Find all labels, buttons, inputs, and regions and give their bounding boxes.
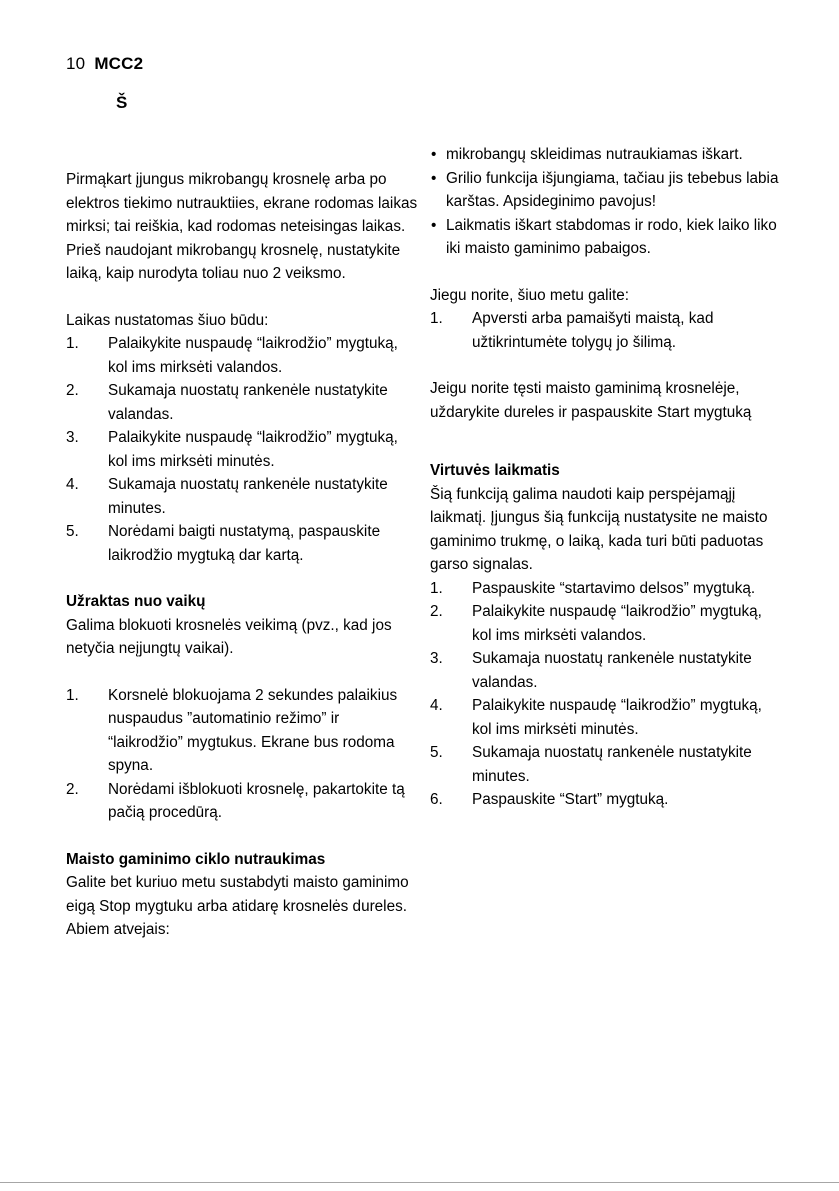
list-item: • Laikmatis iškart stabdomas ir rodo, kiek laiko liko iki maisto gaminimo pabaigos. bbox=[430, 214, 780, 261]
interrupt-paragraph: Galite bet kuriuo metu sustabdyti maisto gaminimo eigą Stop mygtuku arba atidarę krosnelės dureles. bbox=[66, 874, 409, 915]
list-number: 4. bbox=[430, 697, 443, 714]
document-title: MCC2 bbox=[94, 54, 144, 73]
list-number: 3. bbox=[430, 650, 443, 667]
list-item: • Grilio funkcija išjungiama, tačiau jis tebebus labia karštas. Apsideginimo pavojus! bbox=[430, 167, 780, 214]
list-number: 1. bbox=[66, 686, 79, 704]
interrupt-lead: Abiem atvejais: bbox=[66, 921, 170, 938]
kitchen-timer-steps bbox=[430, 577, 780, 812]
list-text: Palaikykite nuspaudę “laikrodžio” mygtuką, kol ims mirksėti valandos. bbox=[108, 335, 398, 376]
may-now-lead: Jiegu norite, šiuo metu galite: bbox=[430, 286, 629, 304]
intro-paragraph: Pirmąkart įjungus mikrobangų krosnelę arba po elektros tiekimo nutrauktiies, ekrane rodomas laikas mirksi; tai reiškia, kad rodomas neteisingas laikas. Prieš naudojant mikrobangų krosnelę, nustatykite laiką, kaip nurodyta toliau nuo 2 veiksmo. bbox=[66, 171, 418, 282]
list-number: 5. bbox=[66, 523, 79, 540]
clock-setting-lead: Laikas nustatomas šiuo būdu: bbox=[66, 311, 269, 329]
list-item bbox=[66, 332, 418, 379]
page-header bbox=[66, 54, 143, 74]
list-item bbox=[430, 600, 780, 647]
page-footer-rule bbox=[0, 1182, 839, 1183]
may-now-steps bbox=[430, 307, 780, 354]
list-item: • mikrobangų skleidimas nutraukiamas iškart. bbox=[430, 143, 780, 167]
clock-setting-steps bbox=[66, 332, 418, 567]
list-text: Sukamaja nuostatų rankenėle nustatykite minutes. bbox=[108, 476, 388, 517]
interrupt-effects-list bbox=[430, 143, 780, 261]
list-text: Sukamaja nuostatų rankenėle nustatykite valandas. bbox=[108, 382, 388, 423]
list-item bbox=[66, 520, 418, 567]
list-text: Norėdami baigti nustatymą, paspauskite laikrodžio mygtuką dar kartą. bbox=[108, 523, 381, 564]
list-number: 5. bbox=[430, 744, 443, 761]
section-symbol: Š bbox=[116, 93, 128, 112]
list-item bbox=[430, 694, 780, 741]
list-text: Sukamaja nuostatų rankenėle nustatykite valandas. bbox=[472, 650, 752, 691]
list-item bbox=[66, 684, 418, 778]
list-number: 2. bbox=[66, 382, 79, 399]
list-item bbox=[430, 577, 780, 601]
list-text: Palaikykite nuspaudę “laikrodžio” mygtuką, kol ims mirksėti valandos. bbox=[472, 603, 762, 644]
child-lock-paragraph: Galima blokuoti krosnelės veikimą (pvz., kad jos netyčia neįjungtų vaikai). bbox=[66, 616, 392, 657]
list-item bbox=[66, 379, 418, 426]
list-item bbox=[66, 778, 418, 825]
list-text: Palaikykite nuspaudę “laikrodžio” mygtuką, kol ims mirksėti minutės. bbox=[472, 697, 762, 738]
list-text: Apversti arba pamaišyti maistą, kad užtikrintumėte tolygų jo šilimą. bbox=[472, 310, 714, 351]
list-item bbox=[430, 741, 780, 788]
child-lock-steps bbox=[66, 684, 418, 825]
list-item bbox=[66, 473, 418, 520]
list-number: 1. bbox=[66, 335, 79, 352]
list-number: 6. bbox=[430, 791, 443, 808]
list-item bbox=[430, 307, 780, 354]
list-number: 1. bbox=[430, 310, 443, 327]
list-item bbox=[430, 647, 780, 694]
list-text: Paspauskite “startavimo delsos” mygtuką. bbox=[472, 579, 756, 597]
kitchen-timer-paragraph: Šią funkciją galima naudoti kaip perspėjamąjį laikmatį. Įjungus šią funkciją nustatysite ne maisto gaminimo trukmę, o laiką, kada turi būti paduotas garso signalas. bbox=[430, 485, 768, 573]
list-text: Korsnelė blokuojama 2 sekundes palaikius nuspaudus ”automatinio režimo” ir “laikrodžio” mygtukus. Ekrane bus rodoma spyna. bbox=[108, 686, 398, 774]
list-number: 2. bbox=[66, 780, 79, 798]
list-text: Paspauskite “Start” mygtuką. bbox=[472, 791, 669, 808]
list-item bbox=[430, 788, 780, 812]
child-lock-heading: Užraktas nuo vaikų bbox=[66, 593, 206, 610]
right-column bbox=[430, 143, 780, 812]
list-number: 4. bbox=[66, 476, 79, 493]
kitchen-timer-heading: Virtuvės laikmatis bbox=[430, 462, 560, 479]
list-text: Sukamaja nuostatų rankenėle nustatykite minutes. bbox=[472, 744, 752, 785]
resume-paragraph: Jeigu norite tęsti maisto gaminimą krosnelėje, uždarykite dureles ir paspauskite Start mygtuką bbox=[430, 380, 752, 421]
interrupt-heading: Maisto gaminimo ciklo nutraukimas bbox=[66, 850, 326, 868]
list-text: Palaikykite nuspaudę “laikrodžio” mygtuką, kol ims mirksėti minutės. bbox=[108, 429, 398, 470]
left-column bbox=[66, 168, 418, 942]
list-number: 3. bbox=[66, 429, 79, 446]
list-item bbox=[66, 426, 418, 473]
page-number: 10 bbox=[66, 54, 86, 73]
list-number: 2. bbox=[430, 603, 443, 620]
list-text: Norėdami išblokuoti krosnelę, pakartokite tą pačią procedūrą. bbox=[108, 780, 405, 821]
list-number: 1. bbox=[430, 579, 443, 597]
